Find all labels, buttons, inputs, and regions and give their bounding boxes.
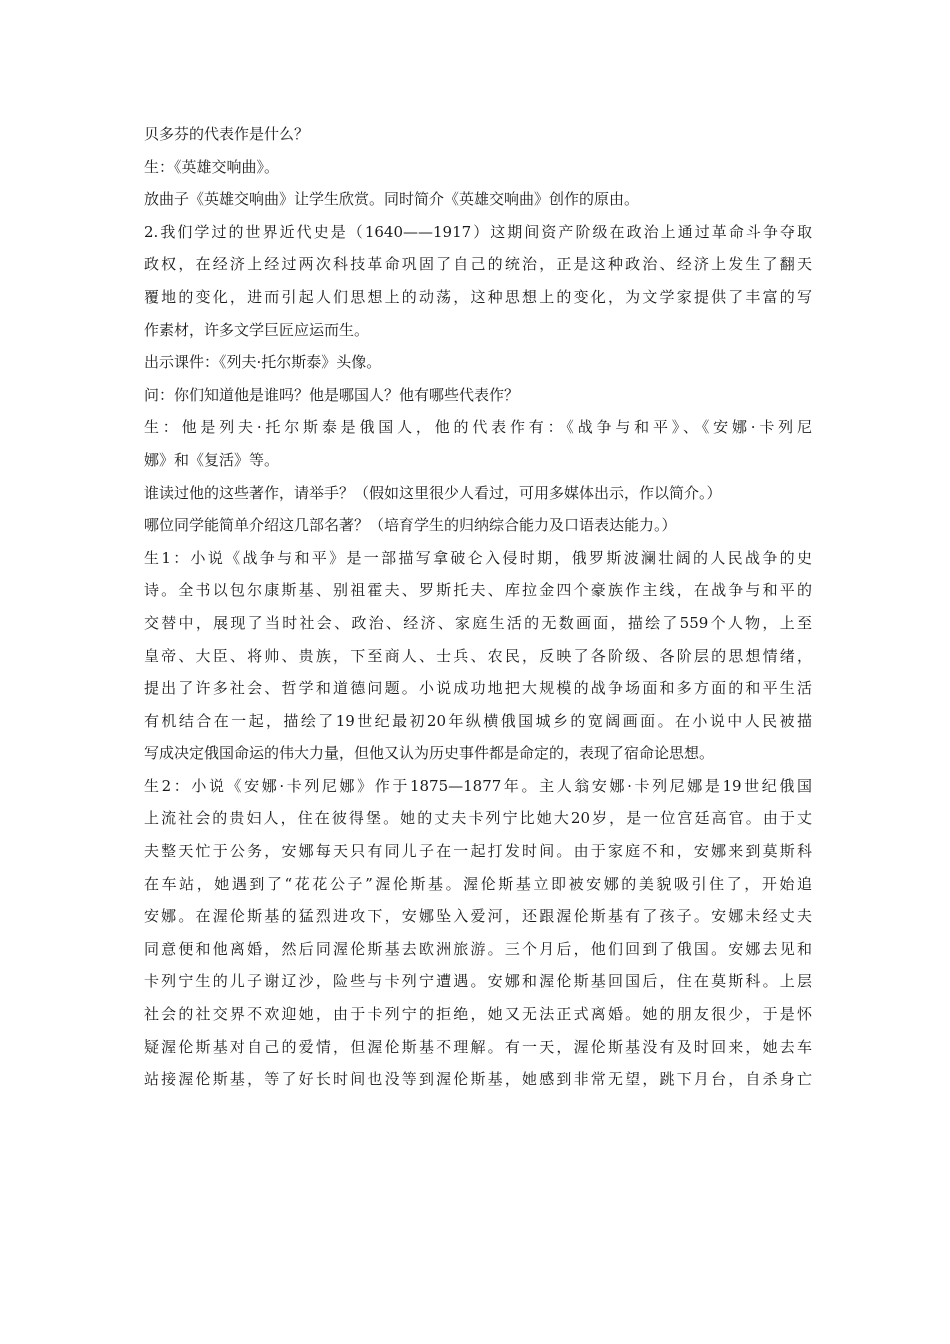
text-line: 贝多芬的代表作是什么？ — [144, 125, 310, 143]
text-line: 政权，在经济上经过两次科技革命巩固了自己的统治，正是这种政治、经济上发生了翻天 — [144, 255, 812, 274]
text-line: 同意便和他离婚，然后同渥伦斯基去欧洲旅游。三个月后，他们回到了俄国。安娜去见和 — [144, 939, 812, 958]
text-line: 哪位同学能简单介绍这几部名著？（培育学生的归纳综合能力及口语表达能力。） — [144, 516, 677, 535]
text-line: 上流社会的贵妇人，住在彼得堡。她的丈夫卡列宁比她大20岁，是一位宫廷高官。由于丈 — [144, 809, 812, 828]
text-line: 娜》和《复活》等。 — [144, 450, 280, 469]
text-line: 皇帝、大臣、将帅、贵族，下至商人、士兵、农民，反映了各阶级、各阶层的思想情绪， — [144, 646, 812, 665]
text-line: 出示课件：《列夫·托尔斯泰》头像。 — [144, 353, 382, 372]
text-line: 谁读过他的这些著作，请举手？（假如这里很少人看过，可用多媒体出示，作以简介。） — [144, 483, 722, 502]
text-line: 生：《英雄交响曲》。 — [144, 157, 280, 176]
text-line: 有机结合在一起，描绘了19世纪最初20年纵横俄国城乡的宽阔画面。在小说中人民被描 — [144, 711, 812, 730]
text-line: 放曲子《英雄交响曲》让学生欣赏。同时简介《英雄交响曲》创作的原由。 — [144, 190, 640, 209]
text-line: 写成决定俄国命运的伟大力量，但他又认为历史事件都是命定的，表现了宿命论思想。 — [144, 744, 715, 763]
text-line: 覆地的变化，进而引起人们思想上的动荡，这种思想上的变化，为文学家提供了丰富的写 — [144, 287, 812, 306]
text-line: 诗。全书以包尔康斯基、别祖霍夫、罗斯托夫、库拉金四个豪族作主线，在战争与和平的 — [144, 581, 812, 600]
text-line: 疑渥伦斯基对自己的爱情，但渥伦斯基不理解。有一天，渥伦斯基没有及时回来，她去车 — [144, 1037, 812, 1056]
text-line: 交替中，展现了当时社会、政治、经济、家庭生活的无数画面，描绘了559个人物，上至 — [144, 613, 812, 632]
text-line: 卡列宁生的儿子谢辽沙，险些与卡列宁遭遇。安娜和渥伦斯基回国后，住在莫斯科。上层 — [144, 972, 812, 991]
text-line: 社会的社交界不欢迎她，由于卡列宁的拒绝，她又无法正式离婚。她的朋友很少，于是怀 — [144, 1005, 812, 1024]
text-line: 生：他是列夫·托尔斯泰是俄国人，他的代表作有：《战争与和平》、《安娜·卡列尼 — [144, 418, 812, 437]
text-line: 夫整天忙于公务，安娜每天只有同儿子在一起打发时间。由于家庭不和，安娜来到莫斯科 — [144, 842, 812, 861]
document-body — [144, 118, 812, 1096]
text-line: 2.我们学过的世界近代史是（1640——1917）这期间资产阶级在政治上通过革命斗争夺取 — [144, 222, 812, 241]
text-line: 作素材，许多文学巨匠应运而生。 — [144, 320, 370, 339]
text-line: 生1：小说《战争与和平》是一部描写拿破仑入侵时期，俄罗斯波澜壮阔的人民战争的史 — [144, 548, 812, 567]
text-line: 生2：小说《安娜·卡列尼娜》作于1875—1877年。主人翁安娜·卡列尼娜是19世纪俄国 — [144, 776, 812, 795]
text-line: 安娜。在渥伦斯基的猛烈进攻下，安娜坠入爱河，还跟渥伦斯基有了孩子。安娜未经丈夫 — [144, 907, 812, 926]
text-line: 站接渥伦斯基，等了好长时间也没等到渥伦斯基，她感到非常无望，跳下月台，自杀身亡 — [144, 1070, 812, 1089]
text-line: 提出了许多社会、哲学和道德问题。小说成功地把大规模的战争场面和多方面的和平生活 — [144, 679, 812, 698]
text-line: 在车站，她遇到了“花花公子”渥伦斯基。渥伦斯基立即被安娜的美貌吸引住了，开始追 — [144, 874, 812, 893]
text-line: 问：你们知道他是谁吗？他是哪国人？他有哪些代表作？ — [144, 385, 520, 404]
